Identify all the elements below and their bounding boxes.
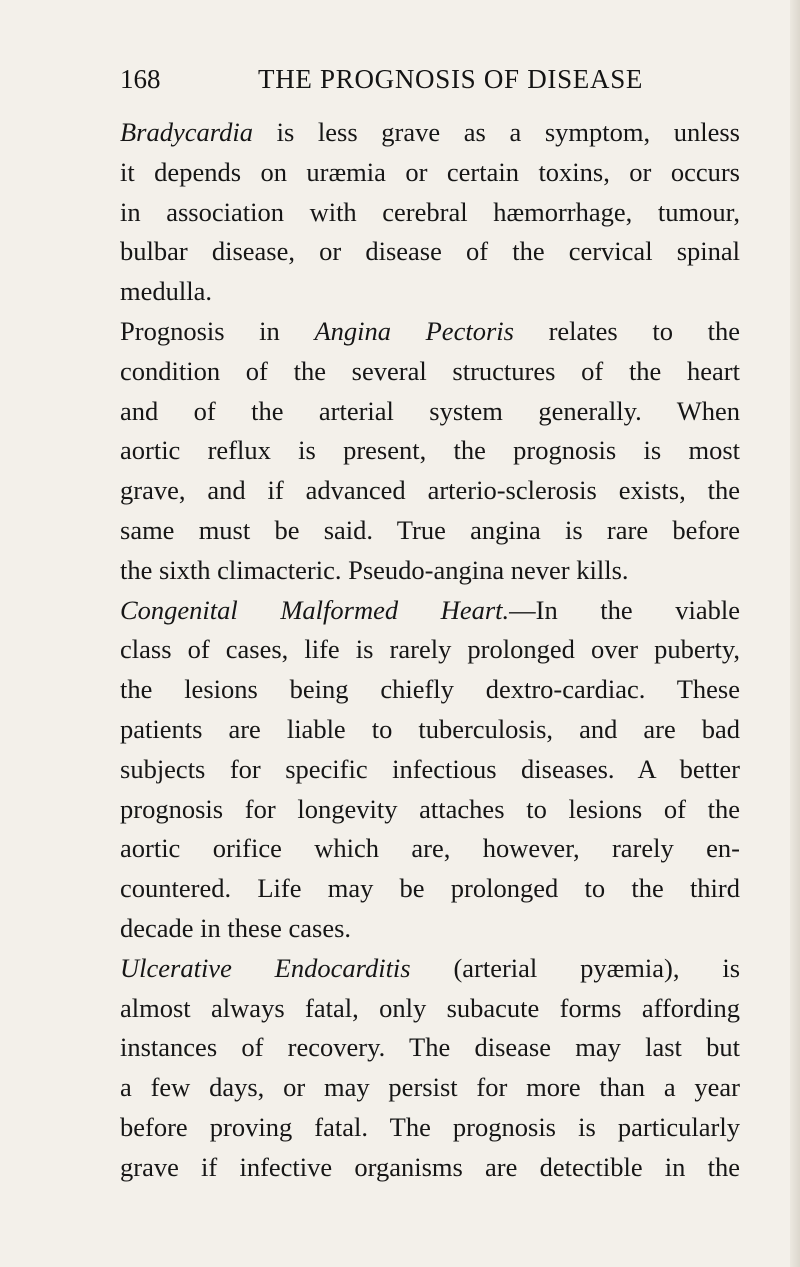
text-line: grave if infective organisms are detectible in the <box>120 1151 740 1182</box>
text-line: the sixth climacteric. Pseudo-angina never kills. <box>120 554 629 585</box>
text-line: medulla. <box>120 276 212 307</box>
page-number: 168 <box>120 64 161 94</box>
line-text: relates to the <box>513 315 740 346</box>
text-line: the lesions being chiefly dextro-cardiac. These <box>120 674 740 705</box>
text-line: instances of recovery. The disease may last but <box>120 1032 740 1063</box>
text-line <box>120 312 740 352</box>
italic-term: Angina Pectoris <box>314 315 514 346</box>
page-header <box>120 62 740 102</box>
text-line: same must be said. True angina is rare before <box>120 514 740 545</box>
text-line: prognosis for longevity attaches to lesions of the <box>120 793 740 824</box>
italic-term: Bradycardia <box>120 117 253 147</box>
text-line: condition of the several structures of the heart <box>120 355 740 386</box>
text-line: before proving fatal. The prognosis is particularly <box>120 1111 740 1142</box>
text-line: in association with cerebral hæmorrhage, tumour, <box>120 196 740 227</box>
body-text <box>120 113 740 1188</box>
text-line <box>120 113 740 153</box>
line-text: is less grave as a symptom, unless <box>252 117 740 147</box>
italic-term: Congenital Malformed Heart. <box>120 594 510 625</box>
line-text: (arterial pyæmia), is <box>410 952 741 983</box>
line-text: Prognosis in <box>120 315 315 346</box>
text-line: grave, and if advanced arterio-sclerosis exists, the <box>120 475 740 506</box>
text-line: a few days, or may persist for more than a year <box>120 1072 740 1103</box>
line-text: —In the viable <box>509 594 740 625</box>
italic-term: Ulcerative Endocarditis <box>120 952 411 983</box>
page-edge <box>790 0 800 1267</box>
text-line: countered. Life may be prolonged to the third <box>120 873 740 904</box>
text-line <box>120 949 740 989</box>
text-line: it depends on uræmia or certain toxins, or occurs <box>120 156 740 187</box>
text-line: class of cases, life is rarely prolonged over puberty, <box>120 634 740 665</box>
text-line: subjects for specific infectious diseases. A better <box>120 753 740 784</box>
text-line: almost always fatal, only subacute forms affording <box>120 992 740 1023</box>
running-head: THE PROGNOSIS OF DISEASE <box>258 64 644 94</box>
text-line: aortic reflux is present, the prognosis is most <box>120 435 740 466</box>
text-line: bulbar disease, or disease of the cervical spinal <box>120 236 740 267</box>
text-line <box>120 591 740 631</box>
text-line: decade in these cases. <box>120 912 352 943</box>
text-line: patients are liable to tuberculosis, and are bad <box>120 713 740 744</box>
text-line: and of the arterial system generally. When <box>120 395 740 426</box>
text-line: aortic orifice which are, however, rarely en- <box>120 833 740 864</box>
